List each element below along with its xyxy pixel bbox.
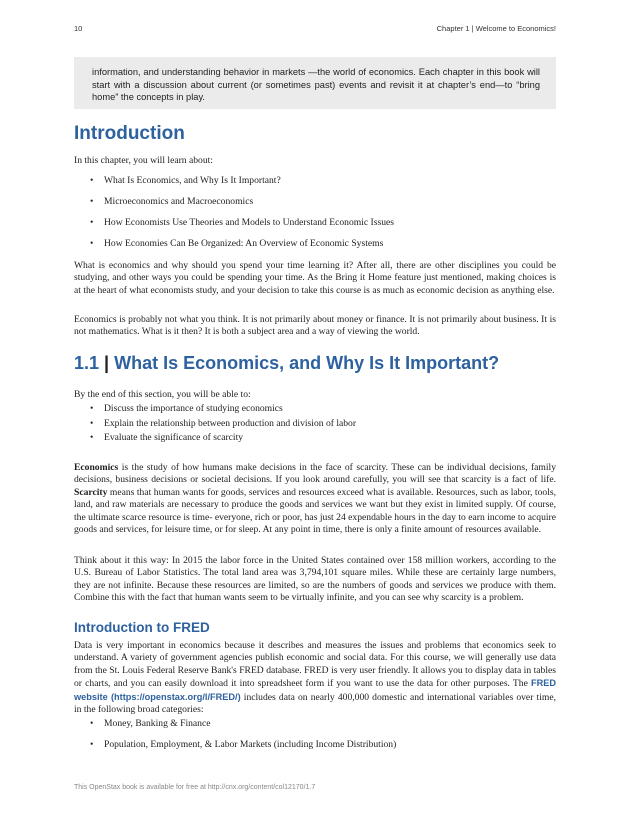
list-item: • Discuss the importance of studying economics [90, 403, 283, 414]
fred-paragraph: Data is very important in economics because it describes and measures the issues and problems that economics seek to understand. A variety of government agencies publish economic and social data. For this course, we will generally use data from the St. Louis Federal Reserve Bank's FRED database. FRED is very user friendly. It allows you to display data in tables or charts, and you can easily download it into spreadsheet form if you want to use the data for other purposes. The FRED website (https://openstax.org/l/FRED/) includes data on nearly 400,000 domestic and international variables over time, in the following broad categories: [74, 640, 556, 716]
fred-website-link[interactable]: FRED website (https://openstax.org/l/FRED/) [74, 678, 556, 702]
running-head: Chapter 1 | Welcome to Economics! [436, 24, 556, 33]
intro-paragraph-2: Economics is probably not what you think. It is not primarily about money or finance. It is not primarily about business. It is not mathematics. What is it then? It is both a subject area and a way of viewing the world. [74, 314, 556, 338]
bullet-icon: • [90, 718, 94, 729]
term-scarcity: Scarcity [74, 486, 108, 498]
bullet-icon: • [90, 175, 94, 186]
list-item: • Explain the relationship between production and division of labor [90, 417, 357, 429]
section-title: What Is Economics, and Why Is It Important? [114, 353, 500, 373]
list-item: • Evaluate the significance of scarcity [90, 432, 244, 444]
bullet-icon: • [90, 403, 94, 414]
intro-topics-list [74, 175, 556, 250]
page-header [74, 24, 556, 36]
list-item: • What Is Economics, and Why Is It Important? [90, 175, 281, 186]
list-item: • How Economies Can Be Organized: An Overview of Economic Systems [90, 238, 384, 249]
section-heading [74, 351, 556, 375]
objectives-list [74, 403, 556, 445]
intro-paragraph-1: What is economics and why should you spend your time learning it? After all, there are other disciplines you could be studying, and other ways you could be spending your time. As the Bring it Home feature just mentioned, making choices is at the heart of what economists study, and your decision to take this course is as much as economic decision as anything else. [74, 260, 556, 296]
intro-lead: In this chapter, you will learn about: [74, 155, 213, 166]
bullet-icon: • [90, 432, 94, 444]
bullet-icon: • [90, 238, 94, 249]
objectives-lead: By the end of this section, you will be able to: [74, 389, 251, 400]
list-item: • Money, Banking & Finance [90, 718, 211, 729]
bullet-icon: • [90, 738, 94, 750]
fred-heading: Introduction to FRED [74, 620, 210, 635]
page-footer: This OpenStax book is available for free at http://cnx.org/content/col12170/1.7 [74, 784, 316, 791]
section-separator: | [104, 353, 110, 373]
list-item: • How Economists Use Theories and Models to Understand Economic Issues [90, 217, 394, 228]
bring-it-home-callout [74, 57, 556, 109]
page-number: 10 [74, 24, 83, 33]
labor-force-paragraph: Think about it this way: In 2015 the labor force in the United States contained over 158 million workers, according to the U.S. Bureau of Labor Statistics. The total land area was 3,794,101 square miles. While these are certainly large numbers, they are not infinite. Because these resources are limited, so are the numbers of goods and services we produce with them. Combine this with the fact that human wants seem to be virtually infinite, and you can see why scarcity is a problem. [74, 555, 556, 604]
section-number: 1.1 [74, 353, 100, 373]
bullet-icon: • [90, 217, 94, 228]
bullet-icon: • [90, 196, 94, 207]
callout-text: information, and understanding behavior in markets —the world of economics. Each chapter in this book will start with a discussion about current (or sometimes past) events and revisit it at chapter’s end—to “bring home” the concepts in play. [92, 67, 540, 102]
term-economics: Economics [74, 462, 119, 473]
intro-heading: Introduction [74, 123, 185, 144]
fred-categories-list [74, 718, 556, 751]
economics-definition-paragraph: Economics is the study of how humans make decisions in the face of scarcity. These can be individual decisions, family decisions, business decisions or societal decisions. If you look around carefully, you will see that scarcity is a fact of life. Scarcity means that human wants for goods, services and resources exceed what is available. Resources, such as labor, tools, land, and raw materials are necessary to produce the goods and services we want but they exist in limited supply. Of course, the ultimate scarce resource is time- everyone, rich or poor, has just 24 expendable hours in the day to earn income to acquire goods and services, for leisure time, or for sleep. At any point in time, there is only a finite amount of resources available. [74, 462, 556, 536]
list-item: • Population, Employment, & Labor Markets (including Income Distribution) [90, 738, 397, 750]
bullet-icon: • [90, 417, 94, 429]
list-item: • Microeconomics and Macroeconomics [90, 196, 254, 207]
